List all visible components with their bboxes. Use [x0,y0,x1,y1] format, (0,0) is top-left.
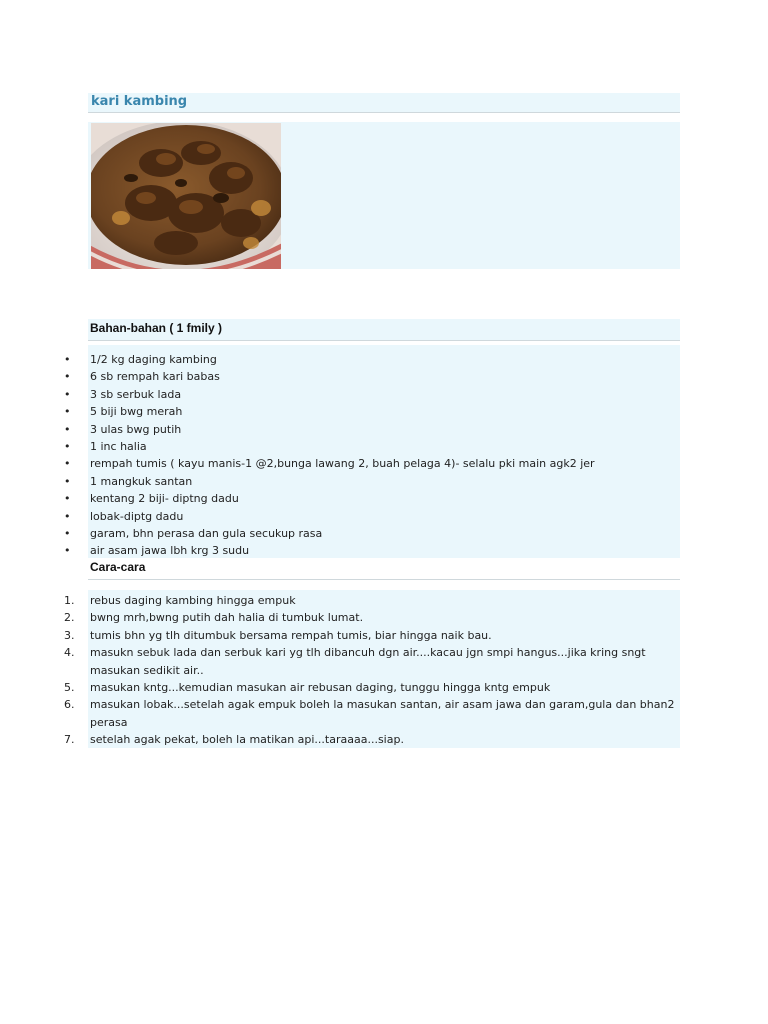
recipe-title-bar [88,93,680,113]
bullet-icon: • [64,405,71,419]
bullet-icon: • [64,439,71,453]
bullet-icon: • [64,544,71,558]
method-panel [64,590,680,748]
list-item: • 3 ulas bwg putih [88,421,595,438]
list-item: 1. rebus daging kambing hingga empuk [64,594,296,607]
list-item: • rempah tumis ( kayu manis-1 @2,bunga lawang 2, buah pelaga 4)- selalu pki main agk2 jer [88,455,595,472]
list-item: • garam, bhn perasa dan gula secukup rasa [88,525,595,542]
list-item: 5. masukan kntg...kemudian masukan air rebusan daging, tunggu hingga kntg empuk [64,680,551,694]
list-item: • kentang 2 biji- diptng dadu [88,490,595,507]
list-item: 6. masukan lobak...setelah agak empuk boleh la masukan santan, air asam jawa dan garam,gula dan bhan2 perasa [64,698,675,729]
ingredients-heading: Bahan-bahan ( 1 fmily ) [90,321,223,335]
bullet-icon: • [64,509,71,523]
bullet-icon: • [64,387,71,401]
method-heading: Cara-cara [90,560,146,574]
bullet-icon: • [64,526,71,540]
list-item: • 3 sb serbuk lada [88,386,595,403]
bullet-icon: • [64,353,71,366]
ingredients-heading-bar [88,319,680,341]
ingredients-list [64,351,595,560]
recipe-title: kari kambing [91,94,188,109]
method-heading-bar [88,558,680,580]
bullet-icon: • [64,492,71,506]
method-steps [64,592,678,749]
ingredients-panel [64,345,680,558]
bullet-icon: • [64,474,71,488]
list-item: • 1 inc halia [88,438,595,455]
photo-panel [88,122,680,269]
list-item: • 1/2 kg daging kambing [88,351,595,368]
list-item: 3. tumis bhn yg tlh ditumbuk bersama rempah tumis, biar hingga naik bau. [64,628,492,642]
list-item: 7. setelah agak pekat, boleh la matikan api...taraaaa...siap. [64,733,404,747]
bullet-icon: • [64,422,71,436]
bullet-icon: • [64,457,71,471]
bullet-icon: • [64,370,71,384]
list-item: 2. bwng mrh,bwng putih dah halia di tumbuk lumat. [64,611,364,625]
list-item: • air asam jawa lbh krg 3 sudu [88,542,595,559]
list-item: • lobak-diptg dadu [88,508,595,525]
curry-dish-photo [91,123,281,269]
list-item: • 5 biji bwg merah [88,403,595,420]
list-item: • 6 sb rempah kari babas [88,368,595,385]
list-item: • 1 mangkuk santan [88,473,595,490]
list-item: 4. masukn sebuk lada dan serbuk kari yg tlh dibancuh dgn air....kacau jgn smpi hangus...jika kring sngt masukan sedikit air.. [64,646,646,677]
